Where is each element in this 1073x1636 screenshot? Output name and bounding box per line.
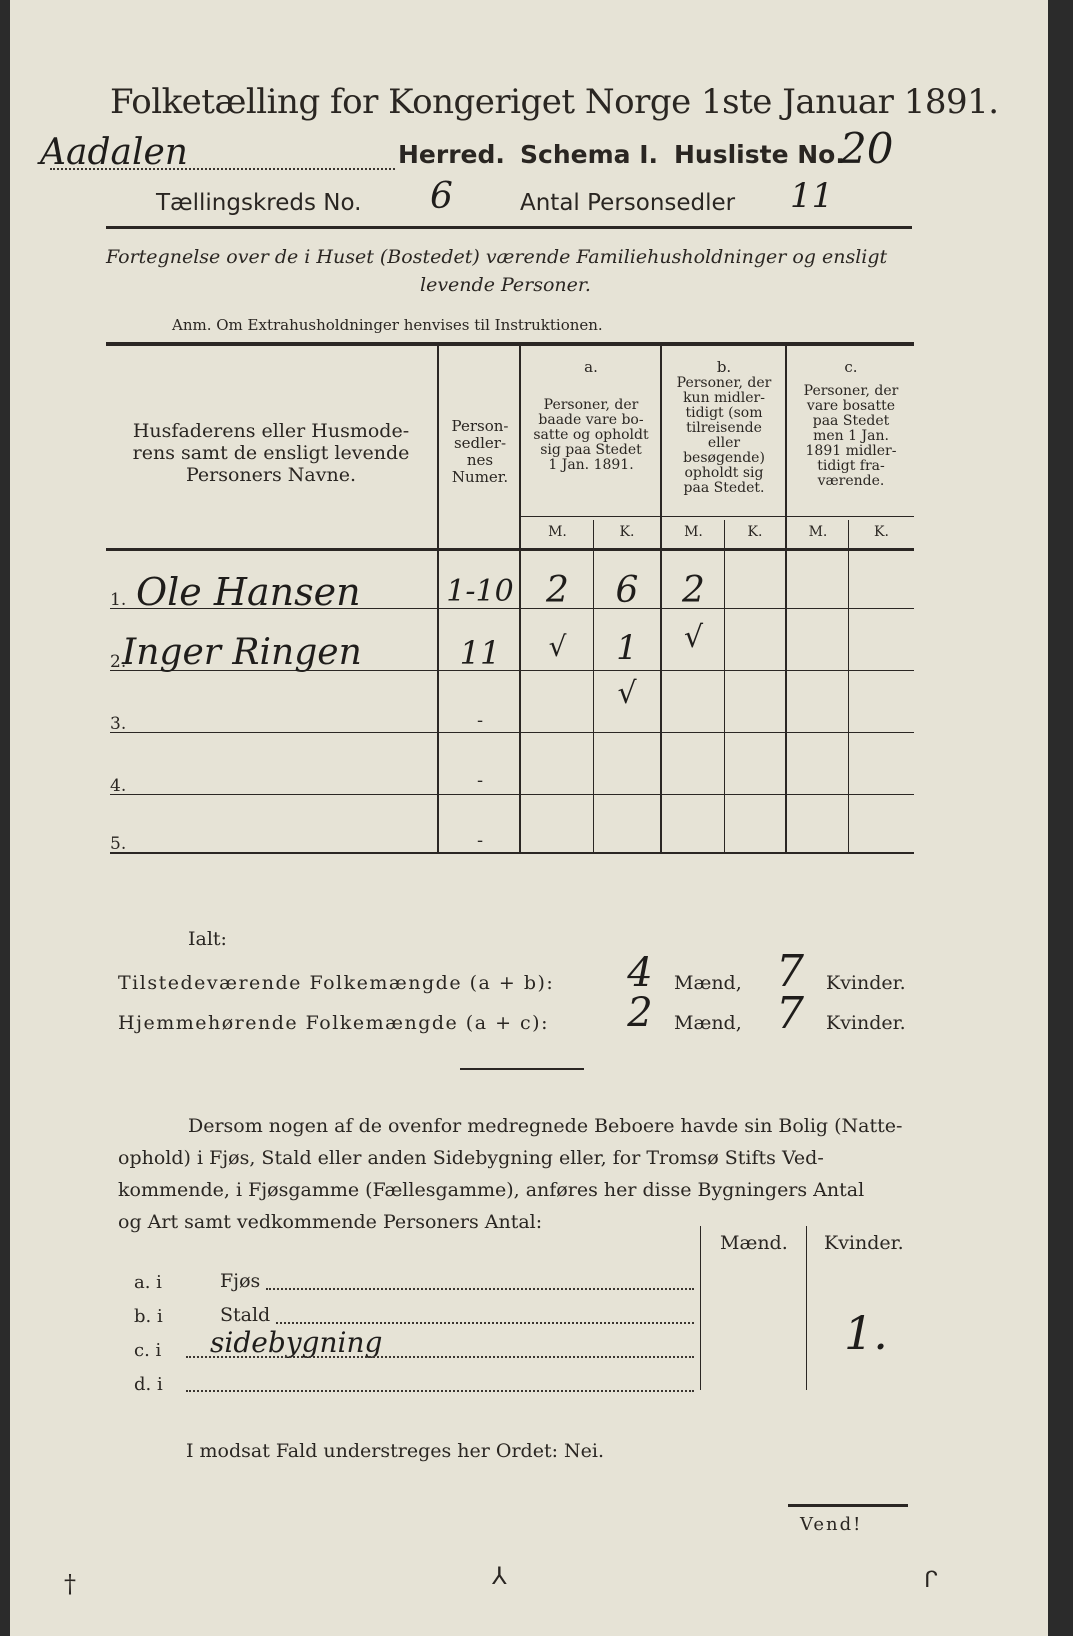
- antal-label: Antal Personsedler: [520, 190, 736, 216]
- col-b-line: besøgende): [683, 450, 765, 466]
- total-line-2-maend-label: Mænd,: [674, 1012, 742, 1034]
- col-num-line: Numer.: [451, 468, 509, 486]
- row-a-k: √: [617, 676, 637, 711]
- row-number: 1.: [110, 590, 127, 610]
- col-name-line: Personers Navne.: [185, 464, 356, 486]
- total-line-1-maend-label: Mænd,: [674, 972, 742, 994]
- row-b-m: √: [683, 620, 704, 655]
- col-num-header: [440, 418, 520, 486]
- building-letter: d. i: [134, 1374, 163, 1395]
- mark-glyph: ⅄: [492, 1562, 507, 1590]
- municipality-dotted-line: [50, 168, 395, 170]
- col-c-line: tidigt fra-: [817, 458, 885, 474]
- row-line-4: [110, 794, 914, 795]
- row-number: 3.: [110, 714, 127, 734]
- row-num: 11: [459, 634, 501, 672]
- col-a-letter: a.: [584, 358, 598, 376]
- c-k-label: K.: [874, 524, 889, 540]
- col-c-line: værende.: [817, 473, 885, 489]
- intro-line-2: levende Personer.: [420, 274, 591, 296]
- total-line-1-label: Tilstedeværende Folkemængde (a + b):: [118, 972, 555, 994]
- col-b-line: opholdt sig: [684, 465, 764, 481]
- row-line-3: [110, 732, 914, 733]
- building-letter: b. i: [134, 1306, 163, 1327]
- row-num: -: [476, 770, 484, 791]
- row-num: -: [476, 830, 484, 851]
- col-b-line: Personer, der: [676, 375, 772, 391]
- section-divider: [460, 1068, 584, 1070]
- paragraph-line: kommende, i Fjøsgamme (Fællesgamme), anføres her disse Bygningers Antal: [118, 1179, 865, 1201]
- total-line-2-maend-value: 2: [627, 990, 653, 1036]
- col-a-header: [522, 398, 660, 473]
- sub-divider-b: [724, 520, 725, 852]
- col-b-header: [663, 376, 785, 496]
- husliste-value: 20: [840, 124, 894, 173]
- kreds-label: Tællingskreds No.: [156, 190, 362, 216]
- building-dots: [276, 1322, 694, 1324]
- row-number: 4.: [110, 776, 127, 796]
- a-m-label: M.: [548, 524, 567, 540]
- col-c-line: paa Stedet: [812, 413, 890, 429]
- row-a-m: 2: [546, 570, 569, 611]
- building-dots: [186, 1356, 694, 1358]
- census-form-sheet: [10, 0, 1048, 1636]
- building-letter: a. i: [134, 1272, 162, 1293]
- row-number: 2.: [110, 652, 127, 672]
- col-c-line: vare bosatte: [806, 398, 896, 414]
- building-kvinder-value: 1.: [844, 1306, 888, 1360]
- col-c-line: men 1 Jan.: [813, 428, 889, 444]
- table-bottom-rule: [110, 852, 914, 854]
- col-name-header: [110, 420, 432, 486]
- schema-label: Schema I.: [520, 140, 659, 169]
- row-b-m: 2: [682, 570, 705, 611]
- row-a-m: √: [548, 630, 567, 663]
- col-b-letter: b.: [716, 358, 732, 376]
- col-divider-3: [660, 346, 662, 852]
- col-name-line: rens samt de ensligt levende: [132, 442, 410, 464]
- col-a-line: baade vare bo-: [538, 412, 644, 428]
- b-k-label: K.: [747, 524, 763, 540]
- building-label: sidebygning: [210, 1326, 383, 1359]
- col-b-line: kun midler-: [683, 390, 765, 406]
- col-a-line: sig paa Stedet: [540, 442, 642, 458]
- col-num-line: Person-: [451, 417, 509, 435]
- kreds-value: 6: [430, 176, 453, 217]
- table-header-bottom-rule: [106, 548, 914, 551]
- sub-divider-c: [848, 520, 849, 852]
- buildings-divider-1: [700, 1226, 701, 1390]
- paragraph-line: og Art samt vedkommende Personers Antal:: [118, 1211, 543, 1233]
- col-divider-1: [437, 346, 439, 852]
- col-c-line: Personer, der: [803, 383, 899, 399]
- row-num: -: [476, 710, 484, 731]
- a-k-label: K.: [619, 524, 635, 540]
- row-num: 1-10: [446, 574, 514, 609]
- mark-glyph: ᒋ: [924, 1568, 938, 1593]
- total-line-1-maend-value: 4: [627, 950, 653, 996]
- col-c-header: [788, 384, 914, 489]
- herred-label: Herred.: [398, 140, 505, 169]
- building-letter: c. i: [134, 1340, 162, 1361]
- total-line-2-kvinder-label: Kvinder.: [826, 1012, 906, 1034]
- col-b-line: tidigt (som: [685, 405, 763, 421]
- header-rule: [106, 226, 912, 229]
- table-top-rule: [106, 342, 914, 346]
- c-m-label: M.: [808, 524, 828, 540]
- vend-label: Vend!: [800, 1514, 863, 1535]
- footer-note: I modsat Fald understreges her Ordet: Nei.: [186, 1440, 605, 1462]
- building-label: Stald: [220, 1304, 271, 1326]
- total-line-1-kvinder-value: 7: [776, 946, 804, 997]
- row-name: Ole Hansen: [136, 570, 361, 614]
- col-b-line: paa Stedet.: [683, 480, 765, 496]
- vend-rule: [788, 1504, 908, 1507]
- buildings-maend-header: Mænd.: [720, 1232, 788, 1254]
- b-m-label: M.: [684, 524, 703, 540]
- col-a-line: Personer, der: [543, 397, 639, 413]
- mk-top-rule: [520, 516, 914, 517]
- paragraph-line: Dersom nogen af de ovenfor medregnede Beboere havde sin Bolig (Natte-: [188, 1115, 903, 1137]
- col-name-line: Husfaderens eller Husmode-: [132, 420, 410, 442]
- row-name: Inger Ringen: [122, 632, 362, 673]
- col-b-line: tilreisende: [686, 420, 762, 436]
- intro-line-1: Fortegnelse over de i Huset (Bostedet) værende Familiehusholdninger og ensligt: [106, 246, 888, 268]
- col-a-line: 1 Jan. 1891.: [548, 457, 634, 473]
- total-line-2-kvinder-value: 7: [776, 988, 804, 1039]
- buildings-kvinder-header: Kvinder.: [824, 1232, 904, 1254]
- husliste-label: Husliste No.: [674, 140, 845, 169]
- col-b-line: eller: [707, 435, 741, 451]
- paragraph-line: ophold) i Fjøs, Stald eller anden Sidebygning eller, for Tromsø Stifts Ved-: [118, 1147, 824, 1169]
- building-dots: [186, 1390, 694, 1392]
- col-num-line: sedler-: [453, 434, 507, 452]
- building-dots: [266, 1288, 694, 1290]
- buildings-paragraph: [118, 1110, 902, 1238]
- antal-value: 11: [790, 176, 834, 216]
- col-c-letter: c.: [844, 358, 858, 376]
- row-number: 5.: [110, 834, 127, 854]
- ialt-label: Ialt:: [188, 928, 227, 950]
- col-num-line: nes: [466, 451, 494, 469]
- col-c-line: 1891 midler-: [805, 443, 897, 459]
- building-label: Fjøs: [220, 1270, 261, 1292]
- total-line-2-label: Hjemmehørende Folkemængde (a + c):: [118, 1012, 549, 1034]
- mark-glyph: †: [64, 1570, 76, 1598]
- form-title: Folketælling for Kongeriget Norge 1ste Januar 1891.: [110, 82, 999, 122]
- col-divider-4: [785, 346, 787, 852]
- row-a-k: 6: [615, 570, 639, 611]
- buildings-divider-2: [806, 1226, 807, 1390]
- intro-note: Anm. Om Extrahusholdninger henvises til Instruktionen.: [172, 316, 603, 334]
- col-a-line: satte og opholdt: [533, 427, 649, 443]
- municipality-handwritten: Aadalen: [40, 132, 188, 173]
- row-a-k: 1: [616, 628, 638, 668]
- total-line-1-kvinder-label: Kvinder.: [826, 972, 906, 994]
